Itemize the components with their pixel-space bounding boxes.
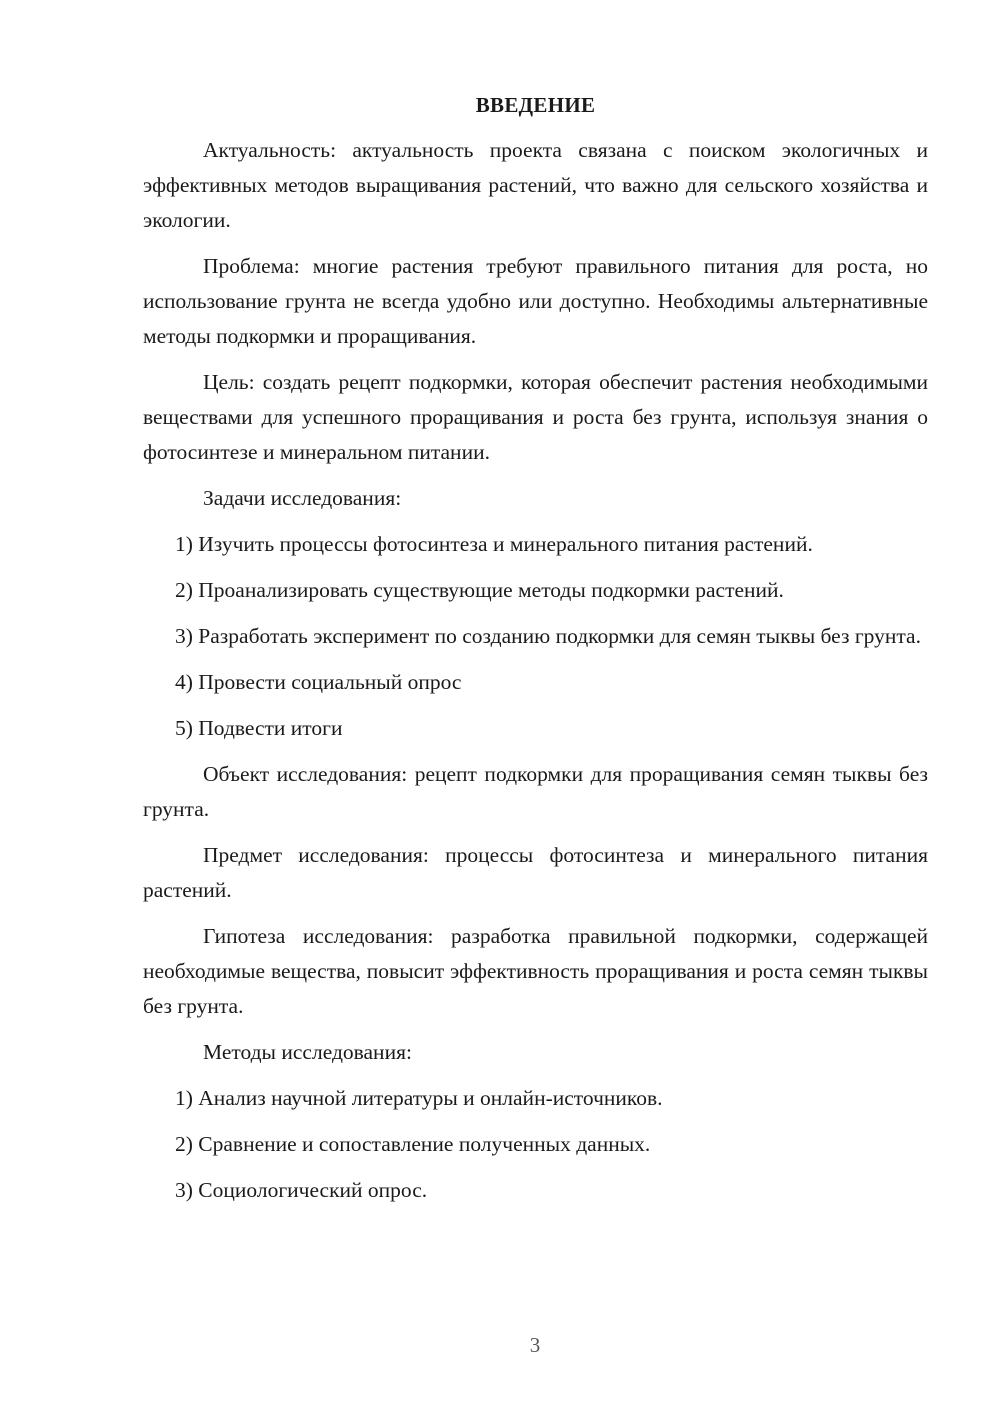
task-item: 5) Подвести итоги <box>175 716 343 740</box>
object-paragraph: Объект исследования: рецепт подкормки для проращивания семян тыквы без грунта. <box>143 762 928 821</box>
tasks-heading: Задачи исследования: <box>203 486 402 510</box>
task-item: 4) Провести социальный опрос <box>175 670 462 694</box>
page-number: 3 <box>529 1333 541 1357</box>
page-title: ВВЕДЕНИЕ <box>475 93 596 117</box>
goal-paragraph: Цель: создать рецепт подкормки, которая обеспечит растения необходимыми веществами для успешного проращивания и роста без грунта, используя знания о фотосинтезе и минеральном питании. <box>143 370 928 464</box>
relevance-paragraph: Актуальность: актуальность проекта связана с поиском экологичных и эффективных методов выращивания растений, что важно для сельского хозяйства и экологии. <box>143 138 928 232</box>
task-item: 1) Изучить процессы фотосинтеза и минерального питания растений. <box>175 532 813 556</box>
method-item: 1) Анализ научной литературы и онлайн-источников. <box>175 1086 663 1110</box>
task-item: 2) Проанализировать существующие методы подкормки растений. <box>175 578 784 602</box>
methods-heading: Методы исследования: <box>203 1040 412 1064</box>
document-page <box>143 88 928 1219</box>
hypothesis-paragraph: Гипотеза исследования: разработка правильной подкормки, содержащей необходимые вещества, повысит эффективность проращивания и роста семян тыквы без грунта. <box>143 924 928 1018</box>
task-item: 3) Разработать эксперимент по созданию подкормки для семян тыквы без грунта. <box>175 624 921 648</box>
method-item: 2) Сравнение и сопоставление полученных данных. <box>175 1132 651 1156</box>
problem-paragraph: Проблема: многие растения требуют правильного питания для роста, но использование грунта не всегда удобно или доступно. Необходимы альтернативные методы подкормки и проращивания. <box>143 254 928 348</box>
method-item: 3) Социологический опрос. <box>175 1178 428 1202</box>
subject-paragraph: Предмет исследования: процессы фотосинтеза и минерального питания растений. <box>143 843 928 902</box>
